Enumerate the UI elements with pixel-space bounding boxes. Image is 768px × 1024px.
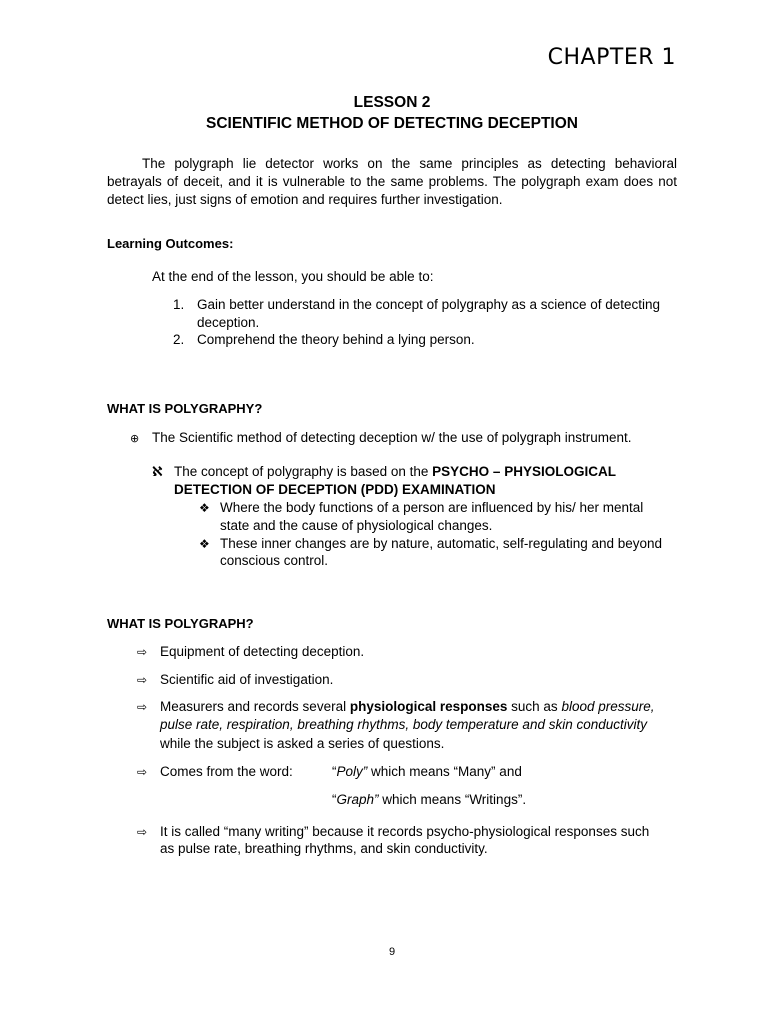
polygraph-item-text: Equipment of detecting deception. bbox=[160, 644, 365, 659]
polygraphy-bullet-text: The Scientific method of detecting deception w/ the use of polygraph instrument. bbox=[152, 430, 632, 445]
outcome-text: Comprehend the theory behind a lying person. bbox=[197, 332, 475, 347]
alef-icon: ℵ bbox=[152, 464, 163, 480]
concept-bold-cont: DETECTION OF DECEPTION (PDD) EXAMINATION bbox=[174, 482, 496, 497]
polygraphy-bullet bbox=[130, 429, 632, 448]
polygraph-item-text: Measurers and records several bbox=[160, 699, 350, 714]
concept-sub-text: Where the body functions of a person are influenced by his/ her mental bbox=[220, 500, 644, 515]
polygraph-item bbox=[137, 823, 649, 841]
learning-lead: At the end of the lesson, you should be able to: bbox=[152, 269, 434, 284]
polygraph-item-italic: pulse rate, respiration, breathing rhythms, body temperature and skin conductivity bbox=[160, 717, 648, 732]
polygraph-heading: WHAT IS POLYGRAPH? bbox=[107, 616, 254, 631]
polygraph-item-text-cont: as pulse rate, breathing rhythms, and skin conductivity. bbox=[160, 841, 488, 856]
arrow-icon: ⇨ bbox=[137, 825, 148, 839]
chapter-heading: CHAPTER 1 bbox=[547, 45, 676, 70]
polygraph-item-text: Scientific aid of investigation. bbox=[160, 672, 334, 687]
learning-outcomes-heading: Learning Outcomes: bbox=[107, 236, 234, 251]
physiological-responses-bold: physiological responses bbox=[349, 699, 508, 714]
outcome-item bbox=[173, 331, 475, 349]
word-graph bbox=[332, 791, 526, 809]
graph-meaning: which means “Writings”. bbox=[378, 792, 527, 807]
graph-word: Graph” bbox=[336, 792, 379, 807]
lesson-title: SCIENTIFIC METHOD OF DETECTING DECEPTION bbox=[205, 115, 578, 132]
circled-plus-icon: ⊕ bbox=[130, 432, 140, 445]
outcome-number: 1. bbox=[173, 297, 185, 312]
polygraphy-heading: WHAT IS POLYGRAPHY? bbox=[107, 401, 263, 416]
origin-label: Comes from the word: bbox=[160, 764, 293, 779]
poly-word: Poly” bbox=[336, 764, 368, 779]
concept-text: The concept of polygraphy is based on the bbox=[174, 464, 433, 479]
polygraph-item-italic-cont bbox=[160, 716, 647, 734]
quote-open: “ bbox=[332, 764, 337, 779]
concept-item bbox=[152, 463, 616, 481]
polygraph-item-text: It is called “many writing” because it records psycho-physiological responses such bbox=[160, 824, 650, 839]
quote-open: “ bbox=[332, 792, 337, 807]
concept-sub-text: These inner changes are by nature, automatic, self-regulating and beyond bbox=[220, 536, 663, 551]
arrow-icon: ⇨ bbox=[137, 765, 148, 779]
polygraph-item bbox=[137, 671, 333, 689]
polygraph-item-text-cont: while the subject is asked a series of questions. bbox=[160, 736, 445, 751]
concept-sub-text-cont: conscious control. bbox=[220, 553, 329, 568]
intro-text: The polygraph lie detector works on the same principles as detecting behavioral betrayals of deceit, and it is vulnerable to the same problems. The polygraph exam does not detect lies, just signs of emotion and requires further investigation. bbox=[107, 156, 677, 207]
concept-bold: PSYCHO – PHYSIOLOGICAL bbox=[432, 464, 616, 479]
concept-sub-item bbox=[199, 535, 662, 553]
outcome-number: 2. bbox=[173, 332, 185, 347]
lesson-number: LESSON 2 bbox=[353, 94, 431, 111]
diamond-dots-icon: ❖ bbox=[199, 537, 210, 551]
outcome-text-cont: deception. bbox=[197, 315, 260, 330]
outcome-item bbox=[173, 296, 660, 314]
polygraph-item bbox=[137, 698, 655, 716]
polygraph-item bbox=[137, 643, 364, 661]
word-poly bbox=[332, 763, 522, 781]
concept-sub-text-cont: state and the cause of physiological changes. bbox=[220, 518, 493, 533]
diamond-dots-icon: ❖ bbox=[199, 501, 210, 515]
arrow-icon: ⇨ bbox=[137, 700, 148, 714]
page-number: 9 bbox=[388, 946, 396, 958]
arrow-icon: ⇨ bbox=[137, 673, 148, 687]
intro-paragraph bbox=[107, 155, 677, 209]
arrow-icon: ⇨ bbox=[137, 645, 148, 659]
polygraph-item bbox=[137, 763, 293, 781]
poly-meaning: which means “Many” and bbox=[367, 764, 522, 779]
concept-sub-item bbox=[199, 499, 643, 517]
polygraph-item-italic: blood pressure, bbox=[561, 699, 655, 714]
outcome-text: Gain better understand in the concept of polygraphy as a science of detecting bbox=[197, 297, 661, 312]
polygraph-item-text: such as bbox=[507, 699, 562, 714]
